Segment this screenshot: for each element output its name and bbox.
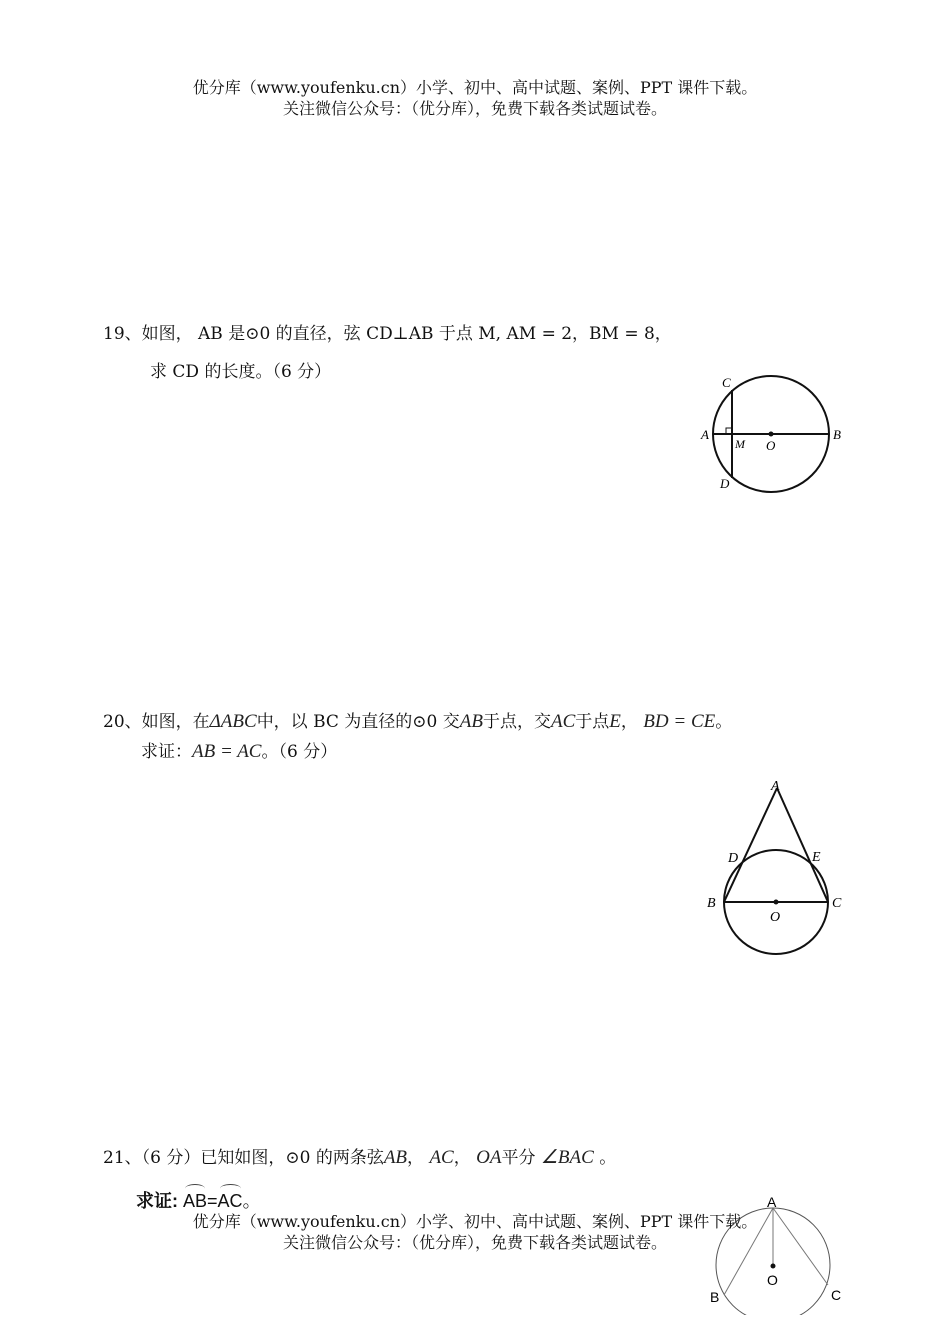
q20-equation-2: AB = AC bbox=[192, 741, 262, 762]
q20-line-2 bbox=[141, 737, 337, 763]
q19-line-2: 求 CD 的长度。（6 分） bbox=[150, 362, 332, 382]
q21-line-2 bbox=[136, 1187, 261, 1213]
q21-chord-ac: AC bbox=[429, 1147, 454, 1168]
q21-prove-label: 求证: bbox=[136, 1191, 178, 1211]
q20-equation: BD = CE bbox=[643, 711, 716, 732]
q21-sep-1: ， bbox=[407, 1148, 425, 1168]
q20-label-c: C bbox=[832, 896, 842, 911]
q20-label-b: B bbox=[707, 896, 716, 911]
q21-sep-2: ， bbox=[453, 1148, 471, 1168]
q19-label-a: A bbox=[701, 427, 709, 442]
q21-seg-oa: OA bbox=[476, 1147, 502, 1168]
q20-label-d: D bbox=[728, 851, 739, 866]
q20-prove: 求证： bbox=[141, 742, 192, 762]
q20-text-6: 。 bbox=[715, 712, 733, 732]
q20-label-a: A bbox=[771, 779, 780, 794]
q21-center-dot bbox=[771, 1264, 776, 1269]
q20-text-3: 于点，交 bbox=[483, 712, 551, 732]
q20-score: 。（6 分） bbox=[261, 742, 338, 762]
q19-label-b: B bbox=[833, 427, 841, 442]
q19-figure bbox=[690, 368, 860, 498]
q20-label-e: E bbox=[812, 850, 821, 865]
q20-center-dot bbox=[774, 900, 779, 905]
q19-label-c: C bbox=[722, 375, 731, 390]
q21-label-o: O bbox=[767, 1272, 778, 1288]
q20-seg-ab: AB bbox=[459, 711, 483, 732]
q20-text-1: 20、如图，在 bbox=[103, 712, 210, 732]
q21-label-b: B bbox=[710, 1289, 720, 1305]
header-line-1: 优分库（www.youfenku.cn）小学、初中、高中试题、案例、PPT 课件下载。 bbox=[192, 78, 758, 97]
q20-text-2: 中，以 BC 为直径的⊙0 交 bbox=[256, 712, 460, 732]
q21-end: 。 bbox=[242, 1191, 261, 1211]
q20-line-1 bbox=[103, 707, 732, 733]
q21-angle: ∠BAC bbox=[540, 1147, 594, 1168]
q19-label-o: O bbox=[766, 438, 776, 453]
footer-line-1: 优分库（www.youfenku.cn）小学、初中、高中试题、案例、PPT 课件下载。 bbox=[192, 1212, 758, 1231]
header-line-2: 关注微信公众号：（优分库），免费下载各类试题试卷。 bbox=[282, 99, 667, 118]
q19-label-m: M bbox=[735, 437, 745, 451]
q20-side-ab bbox=[724, 788, 777, 902]
q20-figure bbox=[700, 772, 860, 962]
q21-text-1: 21、（6 分）已知如图，⊙0 的两条弦 bbox=[103, 1148, 384, 1168]
q21-text-2: 平分 bbox=[501, 1148, 536, 1168]
q21-arc-ab: AB bbox=[183, 1191, 208, 1211]
q20-seg-ac: AC bbox=[551, 711, 576, 732]
footer-line-2: 关注微信公众号：（优分库），免费下载各类试题试卷。 bbox=[282, 1233, 667, 1252]
q20-triangle: ΔABC bbox=[209, 711, 257, 732]
q19-label-d: D bbox=[720, 476, 730, 491]
q21-chord-ab: AB bbox=[383, 1147, 408, 1168]
q20-side-ac bbox=[777, 788, 828, 902]
q21-equals: = bbox=[207, 1191, 218, 1211]
q19-center-dot bbox=[769, 432, 774, 437]
q20-text-4: 于点 bbox=[575, 712, 610, 732]
q20-text-5: ， bbox=[620, 712, 638, 732]
q21-line-1 bbox=[103, 1143, 616, 1169]
q21-arc-ac: AC bbox=[217, 1191, 243, 1211]
q20-label-o: O bbox=[770, 910, 781, 925]
q20-point-e: E bbox=[609, 711, 621, 732]
q19-line-1: 19、如图， AB 是⊙0 的直径，弦 CD⊥AB 于点 M, AM = 2，BM = 8， bbox=[103, 324, 672, 344]
q21-text-3: 。 bbox=[599, 1148, 617, 1168]
q21-label-c: C bbox=[831, 1287, 842, 1303]
q21-label-a: A bbox=[767, 1194, 777, 1210]
